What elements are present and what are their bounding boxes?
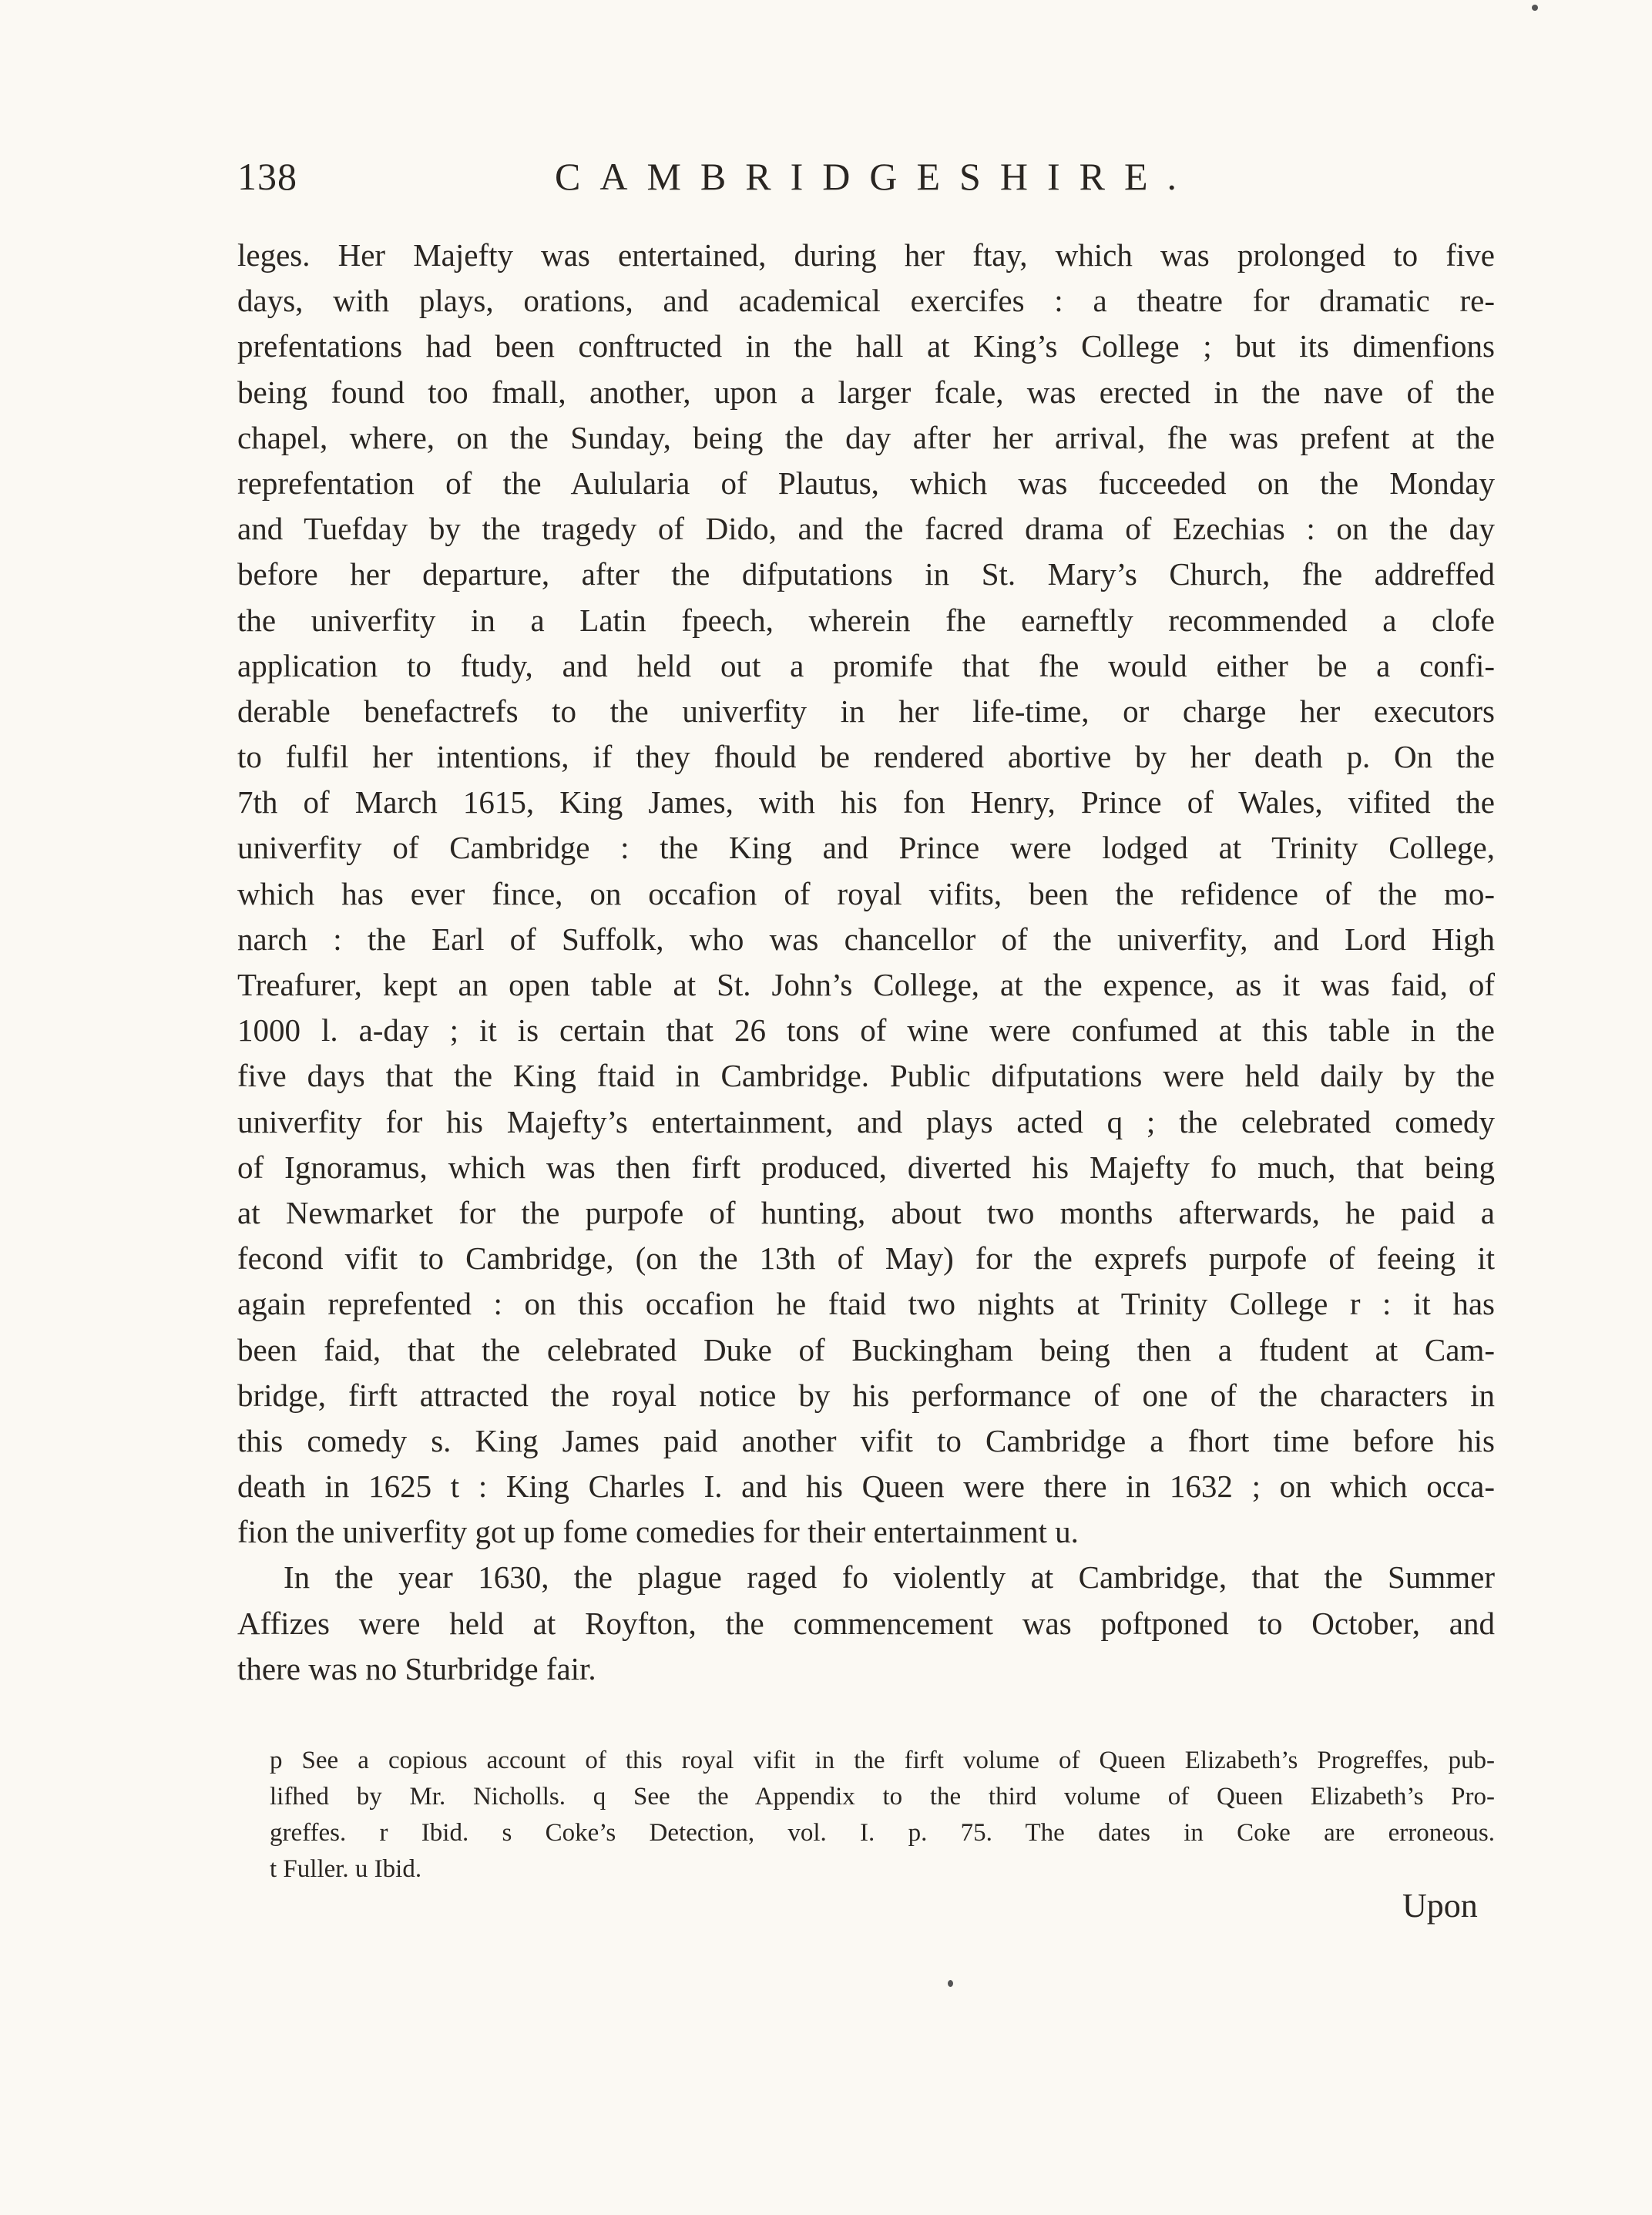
text-line: which has ever fince, on occafion of royal vifits, been the refidence of the mo- xyxy=(237,875,1495,911)
text-line: the univerfity in a Latin fpeech, wherein fhe earneftly recommended a clofe xyxy=(237,602,1495,638)
text-line: reprefentation of the Aulularia of Plautus, which was fucceeded on the Monday xyxy=(237,465,1495,501)
ink-speck xyxy=(1532,5,1538,11)
text-line: before her departure, after the difputations in St. Mary’s Church, fhe addreffed xyxy=(237,556,1495,592)
text-line: univerfity of Cambridge : the King and Prince were lodged at Trinity College, xyxy=(237,830,1495,866)
text-line: to fulfil her intentions, if they fhould be rendered abortive by her death p. On the xyxy=(237,739,1495,775)
text-line: 1000 l. a-day ; it is certain that 26 tons of wine were confumed at this table in the xyxy=(237,1012,1495,1049)
footnote-line: p See a copious account of this royal vifit in the firft volume of Queen Elizabeth’s Progreffes, pub- xyxy=(270,1747,1495,1774)
footnote-line: t Fuller. u Ibid. xyxy=(270,1855,422,1883)
text-line: death in 1625 t : King Charles I. and his Queen were there in 1632 ; on which occa- xyxy=(237,1468,1495,1505)
text-line: application to ftudy, and held out a promife that fhe would either be a confi- xyxy=(237,647,1495,683)
text-line: univerfity for his Majefty’s entertainment, and plays acted q ; the celebrated comedy xyxy=(237,1103,1495,1139)
text-line: again reprefented : on this occafion he ftaid two nights at Trinity College r : it has xyxy=(237,1286,1495,1322)
text-line: derable benefactrefs to the univerfity in her life-time, or charge her executors xyxy=(237,693,1495,729)
text-line: at Newmarket for the purpofe of hunting, about two months afterwards, he paid a xyxy=(237,1194,1495,1230)
text-line: Treafurer, kept an open table at St. John’s College, at the expence, as it was faid, of xyxy=(237,967,1495,1002)
text-line: and Tuefday by the tragedy of Dido, and the facred drama of Ezechias : on the day xyxy=(237,511,1495,547)
footnote-line: greffes. r Ibid. s Coke’s Detection, vol. I. p. 75. The dates in Coke are erroneous. xyxy=(270,1819,1495,1847)
text-line: days, with plays, orations, and academical exercifes : a theatre for dramatic re- xyxy=(237,283,1495,319)
text-line: of Ignoramus, which was then firft produced, diverted his Majefty fo much, that being xyxy=(237,1149,1495,1185)
text-line: fion the univerfity got up fome comedies for their entertainment u. xyxy=(237,1514,1079,1550)
catchword: Upon xyxy=(1402,1887,1478,1925)
ink-speck xyxy=(948,1980,953,1987)
text-line: In the year 1630, the plague raged fo violently at Cambridge, that the Summer xyxy=(284,1559,1495,1596)
text-line: prefentations had been conftructed in the hall at King’s College ; but its dimenfions xyxy=(237,328,1495,364)
text-line: bridge, firft attracted the royal notice by his performance of one of the characters in xyxy=(237,1377,1495,1413)
text-line: narch : the Earl of Suffolk, who was chancellor of the univerfity, and Lord High xyxy=(237,921,1495,957)
text-line: been faid, that the celebrated Duke of Buckingham being then a ftudent at Cam- xyxy=(237,1331,1495,1368)
text-line: leges. Her Majefty was entertained, during her ftay, which was prolonged to five xyxy=(237,237,1495,273)
text-line: this comedy s. King James paid another vifit to Cambridge a fhort time before his xyxy=(237,1422,1495,1458)
footnotes xyxy=(270,1743,1495,1888)
text-line: 7th of March 1615, King James, with his fon Henry, Prince of Wales, vifited the xyxy=(237,784,1495,821)
text-line: Affizes were held at Royfton, the commencement was poftponed to October, and xyxy=(237,1605,1495,1641)
body-text xyxy=(237,233,1495,1692)
running-head: CAMBRIDGESHIRE. xyxy=(555,155,1196,198)
text-line: there was no Sturbridge fair. xyxy=(237,1650,596,1686)
text-line: five days that the King ftaid in Cambridge. Public difputations were held daily by the xyxy=(237,1058,1495,1094)
page-number: 138 xyxy=(237,155,297,198)
footnote-line: lifhed by Mr. Nicholls. q See the Appendix to the third volume of Queen Elizabeth’s Pro- xyxy=(270,1783,1495,1811)
page-header xyxy=(237,154,1495,208)
text-line: fecond vifit to Cambridge, (on the 13th of May) for the exprefs purpofe of feeing it xyxy=(237,1240,1495,1277)
text-line: chapel, where, on the Sunday, being the day after her arrival, fhe was prefent at the xyxy=(237,419,1495,455)
text-line: being found too fmall, another, upon a larger fcale, was erected in the nave of the xyxy=(237,374,1495,410)
